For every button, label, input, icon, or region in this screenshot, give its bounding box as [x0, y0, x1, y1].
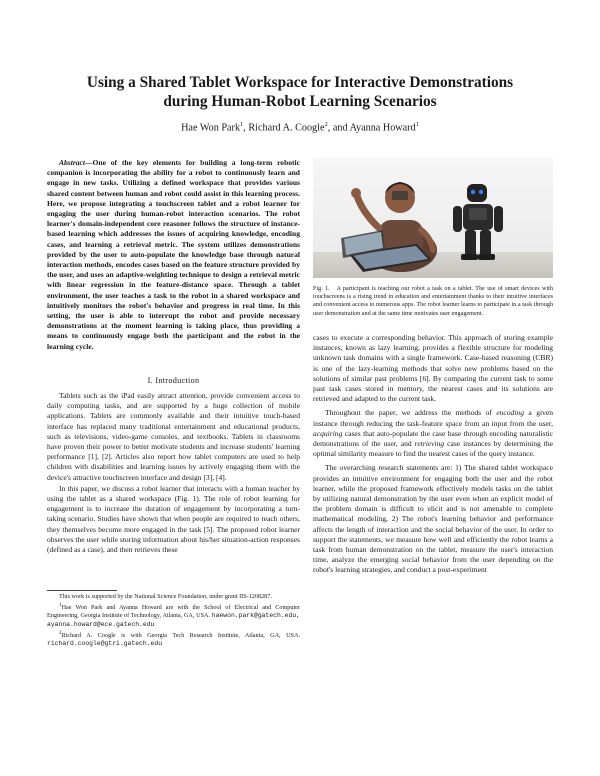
right-column-body [313, 333, 553, 576]
paper-title [40, 73, 560, 111]
figure-1-illustration [313, 158, 553, 278]
author-separator: , [243, 122, 249, 134]
author-separator: , and [327, 122, 350, 134]
footnote-funding: This work is supported by the National Science Foundation, under grant IIS-1208287. [59, 593, 272, 600]
figure-caption-label: Fig. 1. [313, 285, 330, 292]
abstract-text: —One of the key elements for building a long-term robotic companion is incorporating the ability for a robot to continuously learn and engage in new tasks. Utilizing a defined workspace that provides various shared content between human and robot could assist in this learning process. Here, we propose integrating a touchscreen tablet and a robot learner for engaging the user during human-robot interaction scenarios. The robot learner's domain-independent core reasoner follows the structure of instance-based learning which addresses the issues of acquiring knowledge, encoding cases, and learning a retrieval metric. The system utilizes demonstrations provided by the user to auto-populate the knowledge base through natural interaction methods, encodes cases based on the feature structure provided by the user, and uses an adaptive-weighting technique to design a retrieval metric with linear regression in the feature-distance space. Through a tablet environment, the user teaches a task to the robot in a shared workspace and intuitively monitors the robot's behavior and progress in real time. In this setting, the user is able to interrupt the robot and provide necessary demonstrations at the moment learning is taking place, thus providing a means to continuously engage both the participant and the robot in the learning cycle. [47, 158, 300, 351]
footnote-text: Richard A. Coogle is with Georgia Tech Research Institute, Atlanta, GA, USA. [61, 631, 300, 639]
paragraph: cases to execute a corresponding behavior. This approach of storing example instances, known as lazy learning, provides a flexible structure for modeling unknown task domains with a single framework. Case-based reasoning (CBR) is one of the lazy-learning methods that solve new problems based on the solutions of similar past problems [6]. By comparing the current task to some past task cases stored in memory, the nearest cases and its solutions are retrieved and adapted to the current task. [313, 333, 553, 404]
footnote-1 [47, 601, 300, 629]
footnote-mark: 2 [59, 629, 62, 636]
author-affiliation-mark: 1 [415, 121, 419, 128]
section-heading-introduction: I. Introduction [147, 376, 200, 385]
figure-1-photo [313, 158, 553, 278]
emphasis-term: encoding [496, 408, 524, 418]
footnote-mark: 1 [59, 602, 62, 609]
introduction-body [47, 391, 300, 555]
footnote-email: richard.coogle@gtri.gatech.edu [47, 640, 163, 648]
paragraph: In this paper, we discuss a robot learner that interacts with a human teacher by using the tablet as a shared workspace (Fig. 1). The role of robot learning for engagement is to increase the duration of engagement by incorporating a turn-taking scenario. Studies have shown that when people are required to teach others, they themselves become more engaged in the task [5]. The proposed robot learner observes the user while storing information about his/her situation-action responses (defined as a case), and then retrieves these [47, 483, 300, 555]
abstract-label: Abstract [59, 158, 85, 167]
author-affiliation-mark: 2 [324, 121, 328, 128]
footnote-text: Hae Won Park and Ayanna Howard are with the School of Electrical and Computer Engineering, Georgia Institute of Technology, Atlanta, GA, USA. [47, 604, 300, 620]
figure-caption-text: A participant is teaching our robot a task on a tablet. The use of smart devices with touchscreens is a rising trend in education and entertainment thanks to their intuitive interfaces and convenient access to numerous apps. The robot learner learns to participate in a task through user demonstration and at the same time motivates user engagement. [313, 285, 553, 317]
footnote-2 [47, 629, 300, 648]
author-name: Richard A. Coogle [248, 122, 325, 134]
footnotes [47, 593, 300, 648]
abstract [47, 158, 300, 352]
figure-1-caption [313, 285, 553, 318]
paper-title-line-2: during Human-Robot Learning Scenarios [163, 93, 437, 110]
paragraph: The overarching research statements are: 1) The shared tablet workspace provides an intuitive environment for engaging both the user and the robot learner, while the proposed framework effectively models tasks on the tablet by utilizing natural demonstration by the user even when an explicit model of the problem domain is difficult to elicit and is not amenable to complete mathematical modeling, 2) The robot's learning behavior and performance affects the length of interaction and the social behavior of the user. In order to support the statements, we measure how well and efficiently the robot learns a task from human demonstration on the tablet, measure the user's interaction time, analyze the emerging social behavior from the user depending on the robot's learning strategies, and conduct a post-experiment [313, 463, 553, 575]
author-affiliation-mark: 1 [240, 121, 244, 128]
paragraph-text: a given instance through reducing the task-feature space from an input from the user, [313, 408, 553, 428]
emphasis-term: acquiring [313, 428, 343, 438]
footnote-email: haewon.park@gatech.edu, ayanna.howard@ece.gatech.edu [47, 612, 301, 628]
paragraph [313, 408, 553, 459]
paragraph-text: case instances by determining the optimal similarity measure to find the nearest cases of the query instance. [313, 439, 553, 459]
paragraph-text: cases that auto-populate the case base through encoding naturalistic demonstrations of the user, and [313, 428, 553, 449]
author-name: Ayanna Howard [349, 122, 416, 134]
footnote-divider [47, 590, 117, 591]
paper-title-line-1: Using a Shared Tablet Workspace for Interactive Demonstrations [86, 74, 514, 91]
author-list [40, 121, 560, 133]
paragraph-text: Throughout the paper, we address the methods of [325, 408, 497, 418]
author-name: Hae Won Park [181, 122, 241, 134]
emphasis-term: retrieving [414, 439, 445, 449]
paragraph: Tablets such as the iPad easily attract attention, provide convenient access to daily computing tasks, and are supported by a huge collection of mobile applications. Tablets are commonly available and their intuitive touch-based interface has replaced many traditional entertainment and educational products, such as televisions, video-game consoles, and textbooks. Tablets in classrooms have proven their power to better motivate students and increase students' learning performance [1], [2]. Articles also report how tablet computers are used to help children with disabilities and learning issues by actively engaging them with the device's attractive touchscreen interface and design [3], [4]. [47, 391, 300, 482]
